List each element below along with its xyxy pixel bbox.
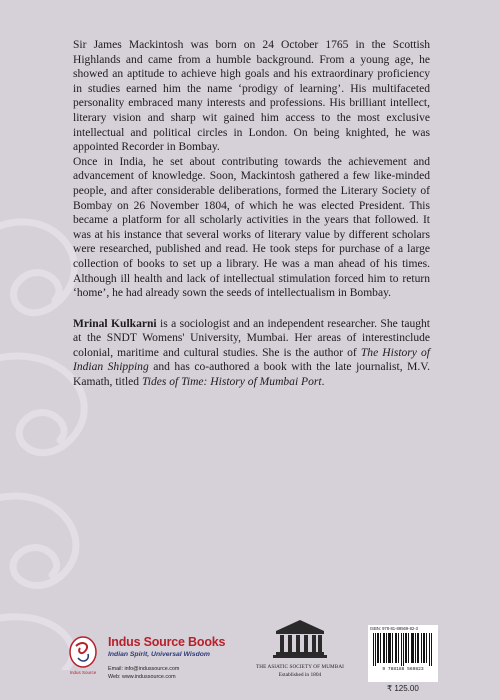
book-title-2: Tides of Time: History of Mumbai Port xyxy=(141,376,322,389)
publisher-block xyxy=(68,630,228,690)
barcode-graphic xyxy=(371,633,435,671)
society-established: Established in 1804 xyxy=(278,672,322,678)
publisher-tagline: Indian Spirit, Universal Wisdom xyxy=(108,651,210,658)
india-paragraph: Once in India, he set about contributing towards the achievement and advancement of knowledge. Soon, Mackintosh gathered a few like-minded people, and after considerable deliberations, formed the Literary Society of Bombay on 26 November 1804, of which he was elected President. This became a platform for all scholarly activities in the years that followed. It was at his instance that several works of literary value by different scholars were researched, published and read. He took steps for purchase of a large collection of books to set up a library. He was a man ahead of his times. Although ill health and lack of intellectual stimulation forced him to return ‘home’, he had already sown the seeds of intellectualism in Bombay. xyxy=(73,155,430,300)
publisher-email: Email: info@indussource.com xyxy=(108,666,180,672)
author-desc-2: and has co-authored a book with the late journalist, M.V. Kamath, titled xyxy=(73,361,430,389)
publisher-name: Indus Source Books xyxy=(108,635,226,649)
barcode-box xyxy=(368,625,438,682)
book-title-1: The History of Indian Shipping xyxy=(73,346,431,374)
town-hall-icon xyxy=(272,618,328,660)
author-name: Mrinal Kulkarni xyxy=(73,317,157,330)
publisher-website: Web: www.indussource.com xyxy=(108,674,176,680)
price-label: ₹ 125.00 xyxy=(387,684,419,693)
indus-source-logo xyxy=(68,634,98,676)
author-desc-3: . xyxy=(321,376,325,389)
svg-text:9 788188 569823: 9 788188 569823 xyxy=(382,667,424,671)
society-name: THE ASIATIC SOCIETY OF MUMBAI xyxy=(255,664,344,670)
society-block xyxy=(250,618,350,698)
isbn-label: ISBN: 978-81-88569-82-3 xyxy=(370,626,418,631)
mackintosh-paragraph: Sir James Mackintosh was born on 24 October 1765 in the Scottish Highlands and came from a humble background. From a young age, he showed an aptitude to achieve high goals and his extraordinary proficiency in studies earned him the name ‘prodigy of learning’. His multifaceted personality embraced many interests and professions. His brilliant intellect, literary vision and sharp wit gained him access to the most exclusive intellectual and political circles in London. On being knighted, he was appointed Recorder in Bombay. xyxy=(73,39,430,154)
author-desc-1: is a sociologist and an independent researcher. She taught at the SNDT Womens' University, Mumbai. Her areas of interestinclude colonial, maritime and cultural studies. She is the author of xyxy=(73,317,430,359)
description-text xyxy=(73,38,430,390)
svg-text:Indus Source: Indus Source xyxy=(69,670,97,675)
author-paragraph xyxy=(73,317,430,390)
